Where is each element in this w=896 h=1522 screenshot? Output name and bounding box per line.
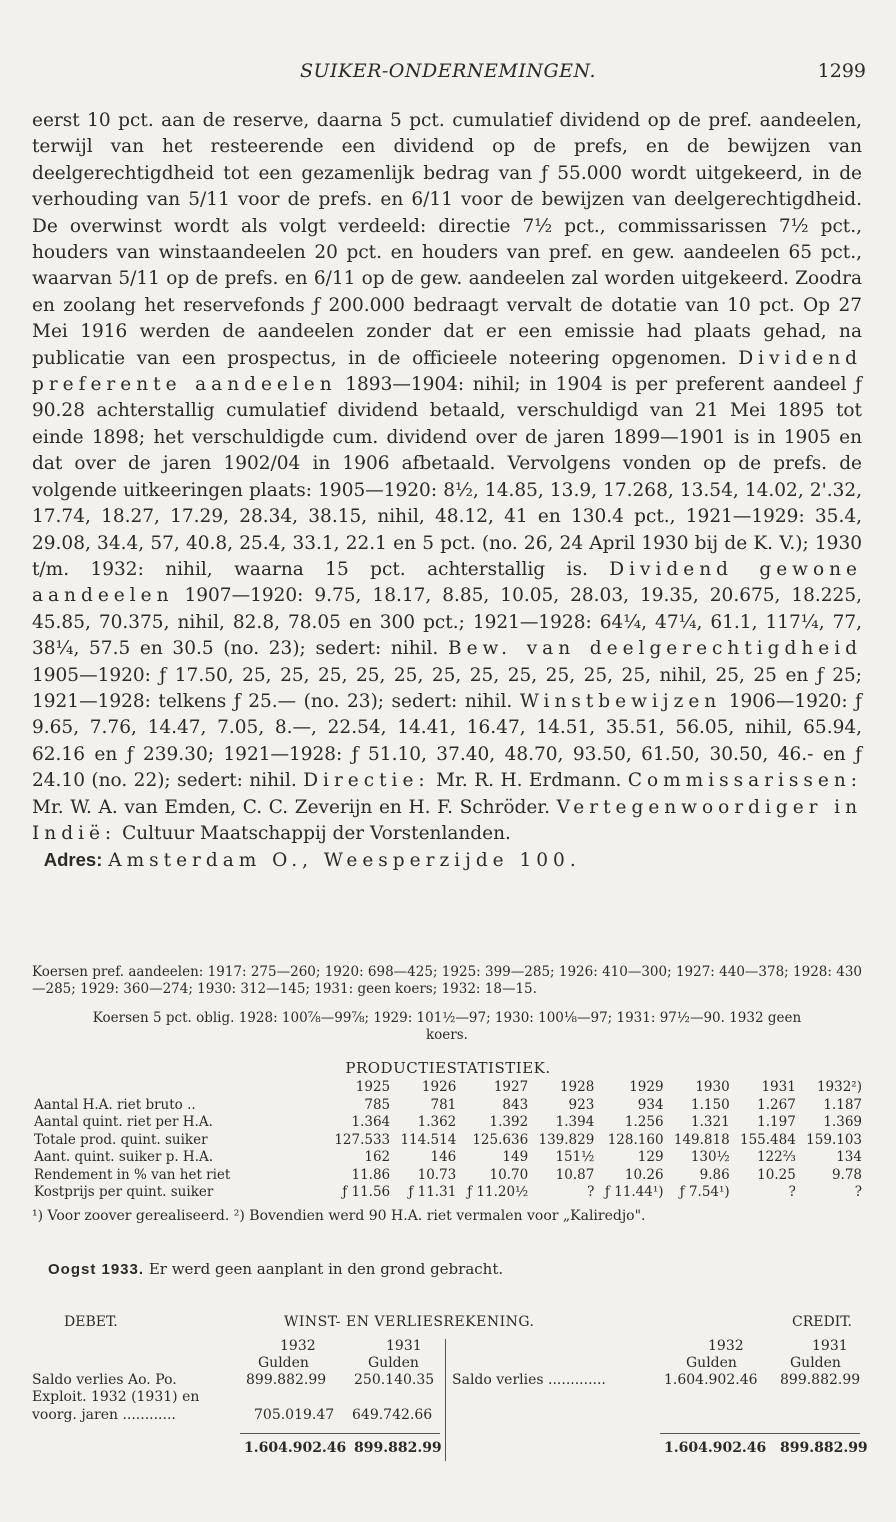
credit-total: 899.882.99 bbox=[780, 1440, 868, 1456]
table-row bbox=[32, 1167, 864, 1185]
credit-total: 1.604.902.46 bbox=[664, 1440, 767, 1456]
table-cell: 155.484 bbox=[740, 1131, 796, 1148]
oogst-section bbox=[48, 1260, 503, 1278]
table-cell: 10.26 bbox=[624, 1166, 664, 1183]
year-header: 1930 bbox=[695, 1079, 730, 1095]
debet-label: DEBET. bbox=[64, 1314, 118, 1330]
unit-right-2: Gulden bbox=[790, 1355, 841, 1371]
text-winstbewijzen: 1906—1920: ƒ 9.65, 7.76, 14.47, 7.05, 8.—, 22.54, 14.41, 16.47, 14.51, 35.51, 56.05, nihil, 65.94, 62.16 en ƒ 239.30; 1921—1928: ƒ 51.10, 37.40, 48.70, 93.50, 61.50, 30.50, 46.- en ƒ 24.10 (no. 22); sedert: nihil. bbox=[32, 690, 863, 792]
label-commissarissen: Commissarissen: bbox=[627, 770, 862, 792]
main-text bbox=[32, 108, 862, 875]
row-label: Totale prod. quint. suiker bbox=[34, 1131, 208, 1148]
row-label: Aant. quint. suiker p. H.A. bbox=[34, 1149, 214, 1165]
year-header: 1932²) bbox=[816, 1079, 862, 1095]
table-cell: 1.362 bbox=[417, 1114, 457, 1130]
table-cell: 146 bbox=[430, 1149, 457, 1165]
table-cell: 9.78 bbox=[831, 1166, 862, 1183]
text-commissarissen: Mr. W. A. van Emden, C. C. Zeverijn en H. F. Schröder. bbox=[32, 796, 550, 818]
table-cell: 1.267 bbox=[757, 1096, 796, 1113]
year-left-1: 1932 bbox=[280, 1338, 316, 1354]
credit-item-value: 1.604.902.46 bbox=[664, 1372, 758, 1388]
page-number: 1299 bbox=[817, 60, 866, 82]
credit-item-value: 899.882.99 bbox=[780, 1372, 861, 1388]
debet-item-label: Exploit. 1932 (1931) en bbox=[32, 1389, 200, 1405]
text-directie: Mr. R. H. Erdmann. bbox=[436, 770, 622, 792]
table-row bbox=[32, 1114, 864, 1132]
table-cell: ƒ 11.20½ bbox=[467, 1184, 529, 1200]
table-cell: ƒ 7.54¹) bbox=[679, 1184, 730, 1200]
text-vertegenwoordiger: Cultuur Maatschappij der Vorstenlanden. bbox=[122, 822, 511, 844]
debet-item-label: Saldo verlies Ao. Po. bbox=[32, 1372, 177, 1388]
table-cell: 125.636 bbox=[472, 1131, 529, 1148]
debet-item-value: 899.882.99 bbox=[246, 1372, 327, 1388]
debet-item-value: 705.019.47 bbox=[254, 1407, 335, 1423]
debet-item-value: 649.742.66 bbox=[352, 1407, 433, 1423]
table-cell: ƒ 11.31 bbox=[408, 1184, 457, 1200]
production-table bbox=[32, 1079, 864, 1202]
text-bewijzen: 1905—1920: ƒ 17.50, 25, 25, 25, 25, 25, 25, 25, 25, 25, 25, 25, nihil, 25, 25 en ƒ 25; 1921—1928: telkens ƒ 25.— (no. 23); sedert: nihil. bbox=[32, 664, 862, 712]
year-left-2: 1931 bbox=[386, 1338, 422, 1354]
koersen-pref: Koersen pref. aandeelen: 1917: 275—260; 1920: 698—425; 1925: 399—285; 1926: 410—300; 1927: 440—378; 1928: 430—285; 1929: 360—274; 1930: 312—145; 1931: geen koers; 1932: 18—15. bbox=[32, 964, 862, 997]
year-header: 1929 bbox=[629, 1079, 664, 1095]
oogst-text: Er werd geen aanplant in den grond gebracht. bbox=[148, 1260, 504, 1278]
table-row bbox=[32, 1097, 864, 1115]
table-row bbox=[32, 1149, 864, 1167]
table-cell: 785 bbox=[364, 1096, 391, 1113]
table-cell: ? bbox=[854, 1184, 862, 1200]
table-cell: 1.197 bbox=[757, 1114, 796, 1130]
unit-left-1: Gulden bbox=[258, 1355, 309, 1371]
wv-title: WINST- EN VERLIESREKENING. bbox=[284, 1314, 535, 1330]
table-row bbox=[32, 1184, 864, 1202]
table-cell: 843 bbox=[502, 1096, 529, 1113]
koersen-oblig: Koersen 5 pct. oblig. 1928: 100⅞—99⅞; 1929: 101½—97; 1930: 100⅛—97; 1931: 97½—90. 1932 geen koers. bbox=[92, 1010, 802, 1043]
table-cell: ƒ 11.56 bbox=[342, 1184, 391, 1200]
label-directie: Directie: bbox=[303, 770, 430, 792]
credit-label: CREDIT. bbox=[792, 1314, 852, 1330]
table-cell: 128.160 bbox=[607, 1131, 664, 1148]
table-cell: 1.256 bbox=[624, 1114, 664, 1130]
table-cell: 122⅔ bbox=[756, 1149, 796, 1165]
table-header-row bbox=[32, 1079, 864, 1097]
row-label: Kostprijs per quint. suiker bbox=[34, 1184, 214, 1200]
table-cell: 11.86 bbox=[351, 1166, 391, 1183]
production-title: PRODUCTIESTATISTIEK. bbox=[345, 1059, 551, 1077]
row-label: Rendement in % van het riet bbox=[34, 1166, 231, 1183]
table-cell: 934 bbox=[637, 1096, 664, 1113]
year-right-2: 1931 bbox=[812, 1338, 848, 1354]
label-vertegenwoordiger: Vertegenwoordiger in Indië: bbox=[32, 796, 862, 844]
table-cell: 10.73 bbox=[417, 1166, 457, 1183]
table-cell: 1.394 bbox=[555, 1114, 595, 1130]
table-cell: 139.829 bbox=[538, 1131, 595, 1148]
row-label: Aantal quint. riet per H.A. bbox=[34, 1114, 213, 1130]
table-cell: 149.818 bbox=[673, 1131, 730, 1148]
debet-total-rule bbox=[240, 1433, 440, 1434]
production-footnote: ¹) Voor zoover gerealiseerd. ²) Bovendien werd 90 H.A. riet vermalen voor „Kaliredjo". bbox=[32, 1208, 646, 1224]
table-cell: 1.392 bbox=[489, 1114, 529, 1130]
label-adres: Adres: bbox=[43, 849, 103, 871]
year-header: 1927 bbox=[493, 1079, 529, 1095]
year-header: 1928 bbox=[559, 1079, 595, 1095]
table-cell: 127.533 bbox=[334, 1131, 391, 1148]
page-title: SUIKER-ONDERNEMINGEN. bbox=[299, 60, 596, 82]
year-header: 1926 bbox=[421, 1079, 457, 1095]
table-cell: 159.103 bbox=[806, 1131, 862, 1148]
table-cell: 149 bbox=[502, 1149, 529, 1165]
body-paragraph bbox=[32, 108, 862, 875]
table-cell: 151½ bbox=[555, 1149, 595, 1165]
year-header: 1931 bbox=[761, 1079, 796, 1095]
unit-left-2: Gulden bbox=[368, 1355, 419, 1371]
text-dividend-pref: 1893—1904: nihil; in 1904 is per preferent aandeel ƒ 90.28 achterstallig cumulatief dividend betaald, verschuldigd van 21 Mei 1895 tot einde 1898; het verschuldigde cum. dividend over de jaren 1899—1901 is in 1905 en dat over de jaren 1902/04 in 1906 afbetaald. Vervolgens vonden op de prefs. de volgende uitkeeringen plaats: 1905—1920: 8½, 14.85, 13.9, 17.268, 13.54, 14.02, 2'.32, 17.74, 18.27, 17.29, 28.34, 38.15, nihil, 48.12, 41 en 130.4 pct., 1921—1929: 35.4, 29.08, 34.4, 57, 40.8, 25.4, 33.1, 22.1 en 5 pct. (no. 26, 24 April 1930 bij de K. V.); 1930 t/m. 1932: nihil, waarna 15 pct. achterstallig is. bbox=[32, 374, 862, 580]
text-dividend-gewone: 1907—1920: 9.75, 18.17, 8.85, 10.05, 28.03, 19.35, 20.675, 18.225, 45.85, 70.375, nihil, 82.8, 78.05 en 300 pct.; 1921—1928: 64¼, 47¼, 61.1, 117¼, 77, 38¼, 57.5 en 30.5 (no. 23); sedert: nihil. bbox=[32, 585, 862, 660]
table-row bbox=[32, 1132, 864, 1150]
table-cell: 10.25 bbox=[757, 1166, 796, 1183]
table-cell: 1.364 bbox=[351, 1114, 391, 1130]
year-header: 1925 bbox=[355, 1079, 391, 1095]
row-label: Aantal H.A. riet bruto .. bbox=[34, 1096, 196, 1113]
credit-item-label: Saldo verlies ............. bbox=[452, 1372, 606, 1388]
page-header bbox=[30, 60, 866, 90]
label-bewijzen: Bew. van deelgerechtigdheid bbox=[448, 638, 862, 660]
table-cell: 781 bbox=[430, 1096, 457, 1113]
debet-item-value: 250.140.35 bbox=[354, 1372, 435, 1388]
credit-total-rule bbox=[660, 1433, 860, 1434]
table-cell: ƒ 11.44¹) bbox=[604, 1184, 664, 1200]
text-statutes: eerst 10 pct. aan de reserve, daarna 5 pct. cumulatief dividend op de pref. aandeelen, terwijl van het resteerende een dividend op de prefs, en de bewijzen van deelgerechtigdheid tot een gezamenlijk bedrag van ƒ 55.000 wordt uitgekeerd, in de verhouding van 5/11 voor de prefs. en 6/11 voor de bewijzen van deelgerechtigdheid. De overwinst wordt als volgt verdeeld: directie 7½ pct., commissarissen 7½ pct., houders van winstaandeelen 20 pct. en houders van pref. en gew. aandeelen 65 pct., waarvan 5/11 op de prefs. en 6/11 op de gew. aandeelen zal worden uitgekeerd. Zoodra en zoolang het reservefonds ƒ 200.000 bedraagt vervalt de dotatie van 10 pct. Op 27 Mei 1916 werden de aandeelen zonder dat er een emissie had plaats gehad, na publicatie van een prospectus, in de officieele noteering opgenomen. bbox=[32, 110, 862, 369]
debet-item-label: voorg. jaren ............ bbox=[32, 1407, 176, 1423]
table-cell: 1.150 bbox=[691, 1096, 730, 1113]
year-right-1: 1932 bbox=[708, 1338, 744, 1354]
table-cell: 162 bbox=[364, 1149, 391, 1165]
table-cell: 10.70 bbox=[489, 1166, 529, 1183]
oogst-label: Oogst 1933. bbox=[48, 1261, 145, 1278]
debet-total: 1.604.902.46 bbox=[244, 1440, 347, 1456]
table-cell: 114.514 bbox=[400, 1131, 457, 1148]
table-cell: 923 bbox=[568, 1096, 595, 1113]
table-cell: ? bbox=[587, 1184, 595, 1200]
label-dividend-pref: Dividend preferente aandeelen bbox=[32, 347, 862, 396]
table-cell: 1.369 bbox=[823, 1114, 862, 1130]
text-adres: Amsterdam O., Weesperzijde 100. bbox=[108, 850, 581, 872]
account-divider bbox=[445, 1339, 446, 1461]
table-cell: 1.187 bbox=[823, 1096, 862, 1113]
table-cell: 129 bbox=[637, 1149, 664, 1165]
table-cell: 130½ bbox=[690, 1149, 730, 1165]
table-cell: ? bbox=[788, 1184, 796, 1200]
label-dividend-gewone: Dividend gewone aandeelen bbox=[32, 558, 862, 607]
table-cell: 9.86 bbox=[699, 1166, 730, 1183]
label-winstbewijzen: Winstbewijzen bbox=[519, 690, 722, 712]
unit-right-1: Gulden bbox=[686, 1355, 737, 1371]
table-cell: 1.321 bbox=[691, 1114, 730, 1130]
debet-total: 899.882.99 bbox=[354, 1440, 442, 1456]
table-cell: 134 bbox=[836, 1149, 862, 1165]
table-cell: 10.87 bbox=[555, 1166, 595, 1183]
